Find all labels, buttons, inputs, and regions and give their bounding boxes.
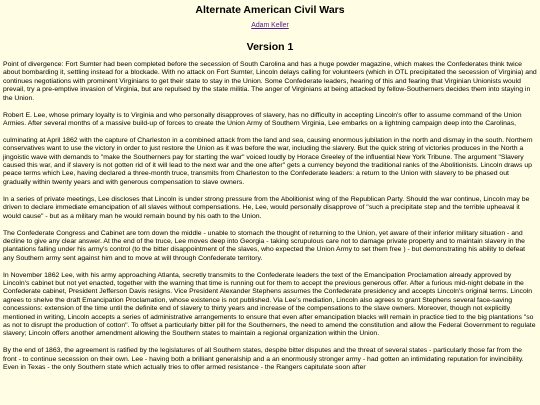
author-link[interactable]: Adam Keller xyxy=(251,22,289,29)
paragraph: Point of divergence: Fort Sumter had been completed before the secession of South Carolina and has a huge powder magazine, which makes the Confederates think twice about bombarding it, settling instead for a blockade. With no attack on Fort Sumter, Lincoln delays calling for volunteers (which in OTL precipitated the secession of Virginia) and continues negotiations with prominent Virginians to get their state to stay in the Union. Some Confederate leaders, hearing of this and fearing that Virginian Unionists would prevail, try a pre-emptive invasion of Virginia, but are repulsed by the state militia. The anger of Virginians at being attacked by fellow-Southerners decides them into staying in the Union. xyxy=(3,61,537,102)
paragraph: The Confederate Congress and Cabinet are torn down the middle - unable to stomach the thought of returning to the Union, yet aware of their inferior military situation - and decline to give any clear answer. At the end of the truce, Lee moves deep into Georgia - taking scrupulous care not to damage private property and to maintain slavery in the plantations falling under his army's control (to the bitter disappointment of the slaves, who expected the Union Army to set them free ) - but demonstrating his ability to defeat any Southern army sent against him and to move at will through Confederate territory. xyxy=(3,229,526,262)
paragraph: By the end of 1863, the agreement is ratified by the legislatures of all Southern states, despite bitter disputes and the threat of several states - particularly those far from the front - to continue secession on their own. Lee - having both a brilliant generalship and a an enormously stronger army - had gotten an intimidating reputation for invincibility. Even in Texas - the only Southern state which actually tries to offer armed resistance - the Rangers capitulate soon after xyxy=(3,347,524,372)
paragraph: Robert E. Lee, whose primary loyalty is to Virginia and who personally disapproves of slavery, has no difficulty in accepting Lincoln's offer to assume command of the Union Armies. After several months of a massive build-up of forces to create the Union Army of Southern Virginia, Lee embarks on a lightning campaign deep into the Carolinas, xyxy=(3,111,522,127)
paragraph: culminating at April 1862 with the capture of Charleston in a combined attack from the land and sea, causing enormous jubilation in the north and dismay in the south. Northern conservatives want to use the victory in order to just restore the Union as it was before the war, including the slavery. But the quick string of victories produces in the North a jingoistic wave with demands to "make the Southerners pay for starting the war" voiced loudly by Horace Greeley of the influential New York Tribune. The argument "Slavery caused this war, and if slavery is not gotten rid of it will lead to the next war and the one after" gets a currency beyond the traditional ranks of the Abolitionists. Lincoln draws up peace terms which Lee, having declared a three-month truce, transmits from Charleston to the Confederate leaders: a return to the Union with slavery to be phased out gradually within twenty years and with generous compensation to slave owners. xyxy=(3,136,533,186)
paragraph: In a series of private meetings, Lee discloses that Lincoln is under strong pressure from the Abolitionist wing of the Republican Party. Should the war continue, Lincoln may be driven to declare immediate emancipation of all slaves without compensations. He, Lee, would personally disapprove of "such a precipitate step and the terrible upheaval it would cause" - but as a military man he would remain bound by his oath to the Union. xyxy=(3,195,530,220)
version-heading: Version 1 xyxy=(246,41,294,53)
author-line xyxy=(3,21,537,30)
page-title: Alternate American Civil Wars xyxy=(195,4,345,16)
paragraph: In November 1862 Lee, with his army approaching Atlanta, secretly transmits to the Confederate leaders the text of the Emancipation Proclamation already approved by Lincoln's cabinet but not yet enacted, together with the warning that time is running out for them to accept the previous generous offer. After a furious mid-night debate in the Confederate cabinet, President Jefferson Davis resigns. Vice President Alexander Stephens assumes the Confederate presidency and accepts Lincoln's original terms. Lincoln agrees to shelve the draft Emancipation Proclamation, whose existence is not published. Via Lee's mediation, Lincoln also agrees to grant Stephens several face-saving concessions: extension of the time until the definite end of slavery to thirty years and increase of the compensations to the slave owners. Moreover, though not explicitly mentioned in writing, Lincoln accepts a series of administrative arrangements to ensure that even after emancipation blacks will remain in practice tied to the big plantations "so as not to disrupt the production of cotton". To offset a particularly bitter pill for the Southerners, the need to amend the constitution and allow the Federal Government to regulate slavery; Lincoln offers another amendment allowing the Southern states to maintain a regional organization within the Union. xyxy=(3,271,536,338)
